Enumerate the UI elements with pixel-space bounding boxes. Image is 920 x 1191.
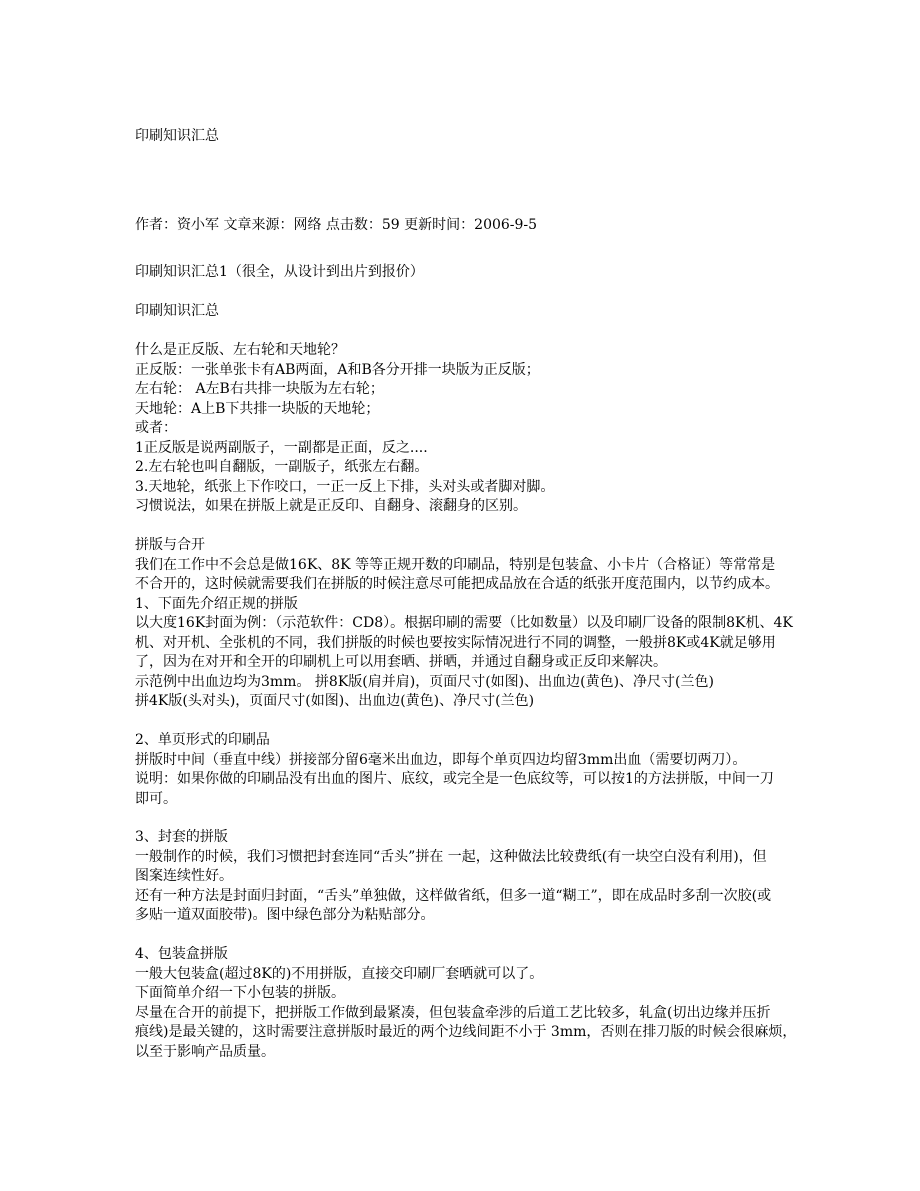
- paragraph-line: 以大度16K封面为例：（示范软件：CD8）。根据印刷的需要（比如数量）以及印刷厂设备的限制8K机、4K: [135, 615, 793, 631]
- paragraph-line: 正反版：一张单张卡有AB两面，A和B各分开排一块版为正反版；: [135, 361, 540, 378]
- paragraph-line: 痕线)是最关键的，这时需要注意拼版时最近的两个边线间距不小于 3mm，否则在排刀版的时候会很麻烦，: [135, 1024, 797, 1040]
- paragraph-line: 图案连续性好。: [135, 868, 233, 884]
- section-heading: 什么是正反版、左右轮和天地轮？: [135, 342, 345, 358]
- paragraph-line: 不合开的，这时候就需要我们在拼版的时候注意尽可能把成品放在合适的纸张开度范围内，以节约成本。: [135, 576, 779, 592]
- paragraph-line: 我们在工作中不会总是做16K、8K 等等正规开数的印刷品，特别是包装盒、小卡片（合格证）等常常是: [135, 556, 776, 573]
- paragraph-line: 天地轮：A上B下共排一块版的天地轮；: [135, 400, 380, 417]
- article-heading-block: [135, 263, 815, 283]
- paragraph-line: 了，因为在对开和全开的印刷机上可以用套晒、拼晒，并通过自翻身或正反印来解决。: [135, 654, 667, 670]
- paragraph-line: 3.天地轮，纸张上下作咬口，一正一反上下排，头对头或者脚对脚。: [135, 478, 555, 495]
- paragraph-line: 拼4K版(头对头)，页面尺寸(如图)、出血边(黄色)、净尺寸(兰色): [135, 693, 535, 709]
- paragraph-line: 多贴一道双面胶带)。图中绿色部分为粘贴部分。: [135, 907, 435, 923]
- paragraph-line: 习惯说法，如果在拼版上就是正反印、自翻身、滚翻身的区别。: [135, 498, 527, 514]
- section-heading: 3、封套的拼版: [135, 829, 228, 845]
- paragraph-line: 左右轮： A左B右共排一块版为左右轮；: [135, 381, 384, 397]
- section-heading: 2、单页形式的印刷品: [135, 732, 270, 748]
- section-heading: 拼版与合开: [135, 537, 205, 553]
- paragraph-line: 说明：如果你做的印刷品没有出血的图片、底纹，或完全是一色底纹等，可以按1的方法拼版，中间一刀: [135, 771, 774, 787]
- section-imposition-types: [135, 341, 815, 517]
- paragraph-line: 或者：: [135, 420, 177, 436]
- article-heading: 印刷知识汇总1（很全，从设计到出片到报价）: [135, 264, 424, 280]
- paragraph-line: 拼版时中间（垂直中线）拼接部分留6毫米出血边，即每个单页四边均留3mm出血（需要切两刀）。: [135, 751, 747, 768]
- section-single-page: [135, 731, 815, 809]
- paragraph-line: 下面简单介绍一下小包装的拼版。: [135, 985, 345, 1001]
- paragraph-line: 2.左右轮也叫自翻版，一副版子，纸张左右翻。: [135, 459, 429, 475]
- paragraph-line: 还有一种方法是封面归封面，“舌头”单独做，这样做省纸，但多一道“糊工”，即在成品时多刮一次胶(或: [135, 887, 772, 904]
- paragraph-line: 示范例中出血边均为3mm。 拼8K版(肩并肩)，页面尺寸(如图)、出血边(黄色)、净尺寸(兰色): [135, 673, 714, 690]
- document-title-block: [135, 127, 815, 147]
- article-subheading-block: [135, 302, 815, 322]
- paragraph-line: 尽量在合开的前提下，把拼版工作做到最紧凑，但包装盒牵涉的后道工艺比较多，轧盒(切出边缘并压折: [135, 1004, 771, 1021]
- paragraph-line: 一般大包装盒(超过8K的)不用拼版，直接交印刷厂套晒就可以了。: [135, 965, 544, 982]
- section-heading: 4、包装盒拼版: [135, 946, 228, 962]
- paragraph-line: 以至于影响产品质量。: [135, 1043, 275, 1060]
- document-title: 印刷知识汇总: [135, 128, 219, 144]
- article-subheading: 印刷知识汇总: [135, 303, 219, 319]
- section-imposition-and-cutting: [135, 536, 815, 712]
- paragraph-line: 即可。: [135, 790, 177, 807]
- paragraph-line: 机、对开机、全张机的不同，我们拼版的时候也要按实际情况进行不同的调整，一般拼8K或4K就足够用: [135, 634, 776, 651]
- article-meta-block: [135, 216, 815, 236]
- article-meta: 作者：资小军 文章来源：网络 点击数：59 更新时间：2006-9-5: [135, 217, 538, 233]
- section-packaging-box: [135, 945, 815, 1062]
- paragraph-line: 1正反版是说两副版子，一副都是正面，反之....: [135, 439, 428, 456]
- paragraph-line: 一般制作的时候，我们习惯把封套连同“舌头”拼在 一起，这种做法比较费纸(有一块空白没有利用)，但: [135, 848, 767, 865]
- paragraph-line: 1、下面先介绍正规的拼版: [135, 595, 298, 612]
- section-envelope: [135, 828, 815, 926]
